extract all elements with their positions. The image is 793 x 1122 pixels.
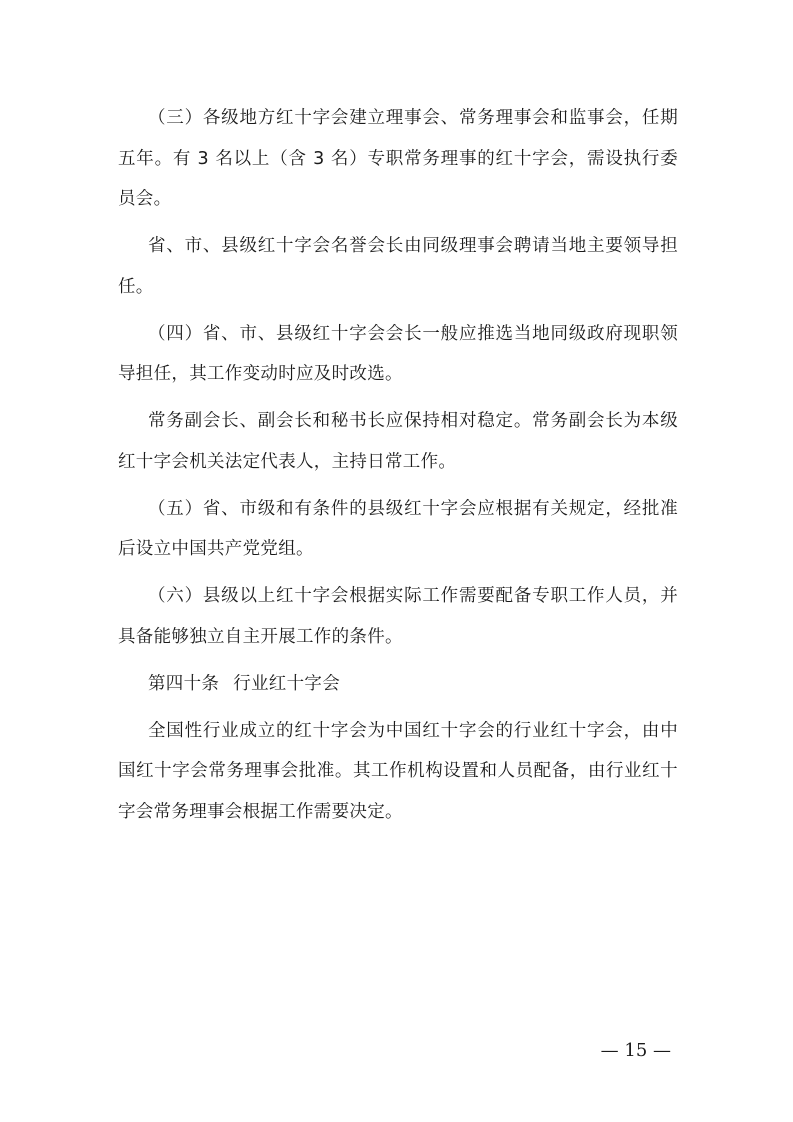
article-heading xyxy=(118,664,678,705)
paragraph-honorary-president: 省、市、县级红十字会名誉会长由同级理事会聘请当地主要领导担任。 xyxy=(118,236,678,297)
article-title: 行业红十字会 xyxy=(233,673,341,694)
page-number: — 15 — xyxy=(600,1040,671,1061)
paragraph-vice-presidents: 常务副会长、副会长和秘书长应保持相对稳定。常务副会长为本级红十字会机关法定代表人，主持日常工作。 xyxy=(118,411,678,472)
article-number: 第四十条 xyxy=(148,673,220,694)
paragraph-clause-6: （六）县级以上红十字会根据实际工作需要配备专职工作人员，并具备能够独立自主开展工作的条件。 xyxy=(118,586,678,647)
paragraph-clause-3: （三）各级地方红十字会建立理事会、常务理事会和监事会，任期五年。有 3 名以上（含 3 名）专职常务理事的红十字会，需设执行委员会。 xyxy=(118,108,678,209)
paragraph-clause-4: （四）省、市、县级红十字会会长一般应推选当地同级政府现职领导担任，其工作变动时应及时改选。 xyxy=(118,323,678,384)
paragraph-industry-red-cross: 全国性行业成立的红十字会为中国红十字会的行业红十字会，由中国红十字会常务理事会批准。其工作机构设置和人员配备，由行业红十字会常务理事会根据工作需要决定。 xyxy=(118,720,678,822)
page-body xyxy=(118,98,678,839)
paragraph-clause-5: （五）省、市级和有条件的县级红十字会应根据有关规定，经批准后设立中国共产党党组。 xyxy=(118,498,678,559)
